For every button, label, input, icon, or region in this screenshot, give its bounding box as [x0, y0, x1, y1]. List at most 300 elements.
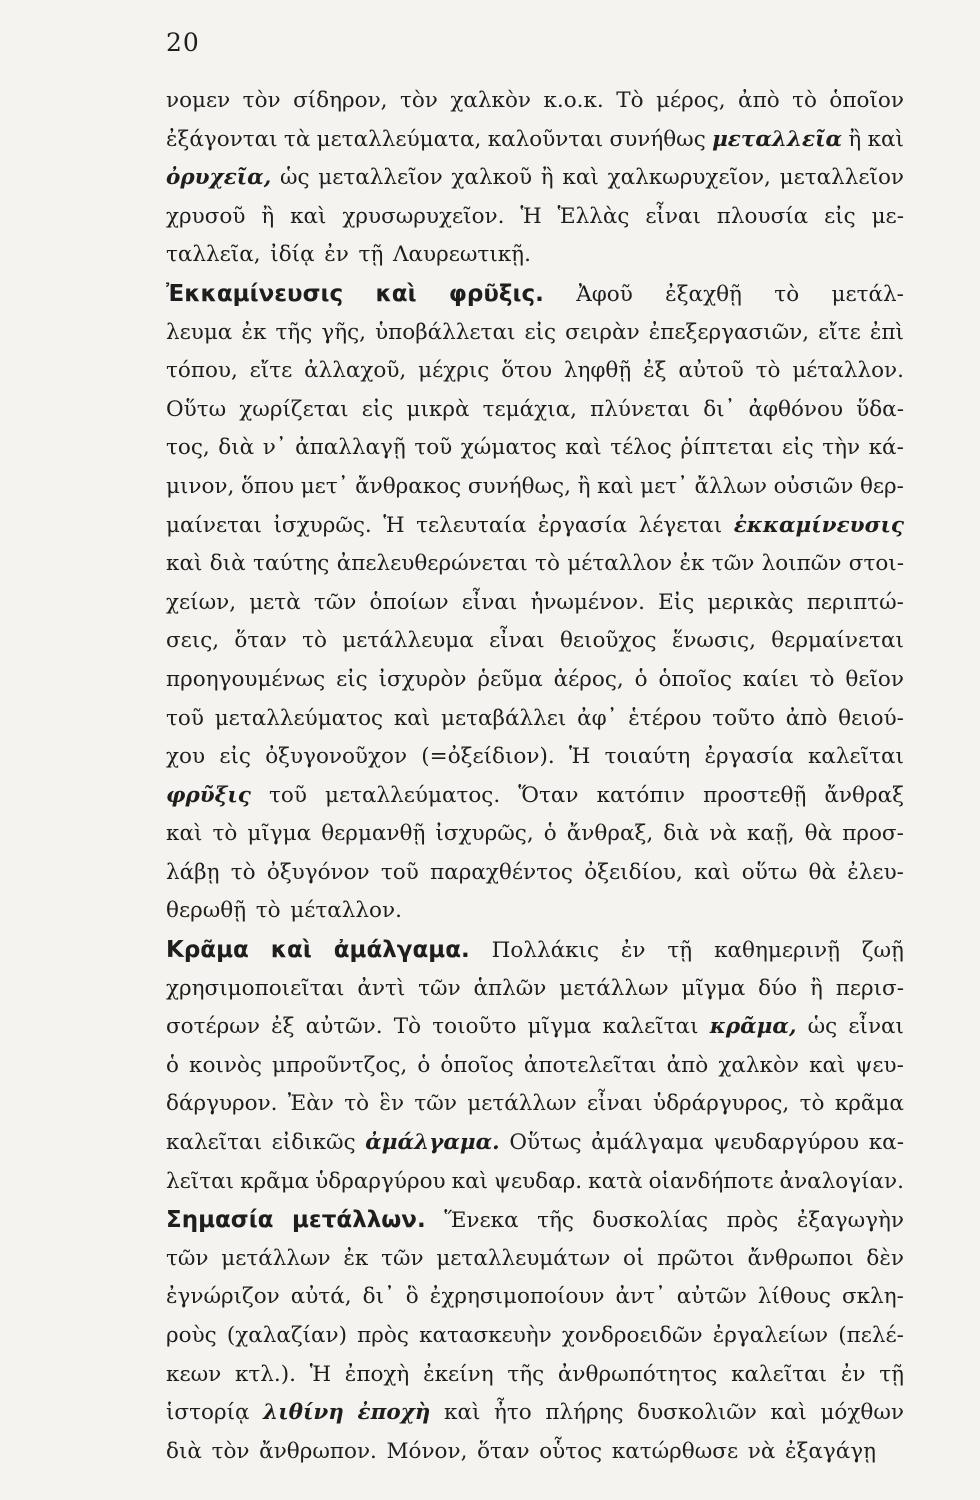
word: ὁ: [417, 1052, 431, 1078]
word: καὶ: [444, 1400, 481, 1426]
word: καλοῦνται: [487, 126, 604, 152]
word: ὑποβάλλεται: [375, 319, 516, 345]
word: τῇ: [879, 1361, 904, 1387]
word: νὰ: [709, 821, 737, 847]
word: κρᾶμα: [834, 1091, 904, 1117]
word: ὁ: [166, 1052, 179, 1078]
word: ἢ: [848, 126, 862, 152]
word: ἐν: [840, 1361, 866, 1387]
text-line: [166, 1317, 904, 1356]
word: εἶναι: [461, 589, 518, 615]
word: θὰ: [808, 859, 836, 885]
word: τῇ: [358, 242, 384, 268]
word: εἰς: [336, 666, 368, 692]
word: θὰ: [804, 821, 833, 847]
word: ψευδαρ.: [494, 1168, 583, 1194]
word: ἀντὶ: [357, 975, 406, 1001]
word: καῇ,: [746, 821, 795, 847]
word: ἐργασία: [537, 512, 628, 538]
word: τὰ: [283, 126, 311, 152]
text-line: [166, 584, 904, 623]
word: θερωθῇ: [166, 898, 247, 924]
text-line: [166, 622, 904, 661]
word: πλουσία: [716, 203, 809, 229]
word: θερ-: [859, 473, 904, 499]
word: μετ᾽: [300, 473, 349, 499]
word: τὴν: [822, 435, 861, 461]
word: ἑτέρου: [628, 705, 702, 731]
word: εἰς: [219, 744, 251, 770]
word: ἢ: [540, 165, 554, 191]
body-text: [166, 82, 904, 1471]
emphasized-word: ἐκκαμίνευσις: [733, 512, 904, 538]
word: ἄλλων: [694, 473, 767, 499]
section-heading-word: μετάλλων.: [291, 1207, 426, 1234]
word: περισ-: [835, 975, 904, 1001]
word: ἐγνώριζον: [166, 1284, 280, 1310]
word: ἄνθραξ: [824, 782, 904, 808]
word: (πελέ-: [838, 1323, 904, 1348]
word: εἰς: [524, 319, 557, 345]
text-line: [166, 236, 904, 275]
word: καίει: [742, 666, 799, 692]
word: ἀπὸ: [666, 1052, 709, 1078]
word: μερικὰς: [707, 589, 794, 615]
word: (χαλαζίαν): [226, 1323, 347, 1348]
text-line: [166, 1394, 904, 1433]
word: ὅταν: [234, 628, 287, 654]
emphasized-word: ἀμάλγαμα.: [365, 1130, 500, 1156]
word: πρὸς: [726, 1208, 779, 1234]
word: ἱστορίᾳ: [166, 1400, 250, 1426]
text-line: [166, 892, 904, 931]
word: ἰσχυρὸν: [378, 666, 467, 692]
word: ὑδραργύρου: [315, 1168, 446, 1194]
word: ὅτου: [501, 358, 553, 384]
word: μεταλλεῖον: [779, 165, 904, 191]
word: μεταβάλλει: [441, 705, 567, 731]
word: τῶν: [414, 1091, 457, 1117]
section-heading-word: Κρᾶμα: [166, 937, 249, 964]
word: τὸ: [255, 898, 281, 924]
word: ἢ: [809, 975, 823, 1001]
emphasized-word: μεταλλεῖα: [712, 126, 843, 152]
text-line: [166, 468, 904, 507]
word: ταύτης: [253, 551, 330, 577]
word: σειρὰν: [565, 319, 640, 345]
word: ν᾽: [262, 435, 287, 461]
word: ἀμάλγαμα: [591, 1130, 704, 1156]
word: ἐξ: [643, 358, 667, 384]
word: ἄνθρωπον.: [259, 1438, 377, 1464]
word: τοῦ: [380, 859, 419, 885]
word: καὶ: [451, 1168, 489, 1194]
word: λάβῃ: [166, 859, 220, 885]
word: τὸ: [799, 1091, 825, 1117]
word: τεμάχια,: [482, 396, 577, 422]
word: χαλκοῦ: [451, 165, 533, 191]
word: μικρὰ: [406, 396, 470, 422]
word: σκλη-: [842, 1284, 904, 1310]
word: λίθους: [757, 1284, 831, 1310]
word: ἐπεξεργασιῶν,: [648, 319, 810, 345]
word: τοιοῦτο: [432, 1014, 517, 1040]
word: λοιπῶν: [761, 551, 842, 577]
word: ληφθῇ: [563, 358, 632, 384]
word: ὁ: [634, 666, 648, 692]
word: ἐργασία: [704, 744, 794, 770]
word: ἰσχυρῶς,: [435, 821, 534, 847]
word: μέταλλον: [567, 551, 673, 577]
word: χρησιμοποιεῖται: [166, 975, 345, 1001]
word: τοῦ: [414, 435, 453, 461]
word: πλήρης: [545, 1400, 624, 1426]
word: Ὅταν: [518, 782, 579, 808]
word: ἀφθόνου: [748, 396, 844, 422]
emphasized-word: ἐποχὴ: [357, 1400, 431, 1426]
word: λευμα: [166, 319, 233, 345]
word: ἀέρος,: [553, 666, 624, 692]
word: ψευ-: [855, 1052, 904, 1078]
word: ὁποῖος: [440, 1052, 514, 1078]
word: ἀλλαχοῦ,: [304, 358, 407, 384]
word: καὶ: [694, 859, 731, 885]
word: ὀξειδίου,: [584, 859, 683, 885]
word: κεων: [166, 1361, 222, 1387]
text-line: [166, 661, 904, 700]
word: τὸ: [535, 551, 560, 577]
word: ἀφ᾽: [577, 705, 618, 731]
word: ζωῇ: [861, 938, 904, 964]
word: τοιαύτη: [604, 744, 691, 770]
word: ἀποτελεῖται: [523, 1052, 657, 1078]
word: εἴτε: [249, 358, 293, 384]
text-line: [166, 1240, 904, 1279]
word: μετὰ: [249, 589, 301, 615]
word: ἐλευ-: [847, 859, 904, 885]
word: ροὺς: [166, 1323, 217, 1348]
text-line: [166, 545, 904, 584]
word: θεῖον: [845, 666, 904, 692]
word: εἴτε: [818, 319, 861, 345]
word: ἰσχυρῶς.: [273, 512, 372, 538]
text-line: [166, 1163, 904, 1202]
word: ἕνωσις,: [671, 628, 756, 654]
word: Ἀφοῦ: [576, 281, 633, 307]
word: καὶ: [770, 1400, 807, 1426]
word: δυσκολιῶν: [637, 1400, 757, 1426]
word: μεταλλεύματος: [214, 705, 384, 731]
word: χονδροειδῶν: [561, 1323, 703, 1348]
word: τέλος: [610, 435, 672, 461]
word: Τὸ: [393, 1014, 422, 1040]
word: ἐκ: [679, 551, 705, 577]
word: ἀπὸ: [738, 88, 780, 113]
word: μεταλλεῖον: [318, 165, 443, 191]
word: κρᾶμα: [240, 1168, 310, 1194]
word: πλύνεται: [590, 396, 691, 422]
section-heading-word: Ἐκκαμίνευσις: [166, 280, 344, 307]
word: ὁποῖον: [829, 88, 904, 113]
word: προηγουμένως: [166, 666, 326, 692]
word: χου: [166, 744, 206, 770]
word: χαλκωρυχεῖον,: [607, 165, 771, 191]
word: ἐξαγάγῃ: [785, 1438, 877, 1464]
word: κ.ο.κ.: [543, 88, 604, 113]
word: εἰδικῶς: [271, 1130, 356, 1156]
word: καλεῖται: [731, 1361, 828, 1387]
word: ὀξυγονοῦχον: [265, 744, 408, 770]
word: Μόνον,: [386, 1438, 468, 1464]
word: θειοῦχος: [559, 628, 657, 654]
word: ἓν: [379, 1091, 405, 1117]
word: τόπου,: [166, 358, 238, 384]
section-heading-word: Σημασία: [166, 1207, 274, 1234]
word: με-: [871, 203, 904, 229]
word: καὶ: [166, 551, 203, 577]
word: καὶ: [562, 165, 599, 191]
text-line: [166, 352, 904, 391]
word: προστεθῇ: [703, 782, 807, 808]
word: ἄνθρακος: [355, 473, 462, 499]
word: πρῶτοι: [657, 1245, 735, 1271]
word: τοῦ: [268, 782, 307, 808]
word: τοῦτο: [712, 705, 775, 731]
word: Ἡ: [309, 1361, 332, 1387]
word: ὃ: [405, 1284, 419, 1310]
word: ὡς: [807, 1014, 838, 1040]
text-line: [166, 1433, 904, 1472]
word: Ἡ: [383, 512, 405, 538]
word: Τὸ: [616, 88, 644, 113]
word: αὐτῶν.: [305, 1014, 383, 1040]
word: μινον,: [166, 473, 235, 499]
word: αὐτοῦ: [678, 358, 744, 384]
word: οἱανδήποτε: [648, 1168, 774, 1194]
emphasized-word: ὀρυχεῖα,: [166, 165, 272, 191]
emphasized-word: κρᾶμα,: [709, 1014, 797, 1040]
word: κτλ.).: [234, 1361, 296, 1387]
word: Πολλάκις: [491, 938, 599, 964]
word: μετάλλευμα: [342, 628, 474, 654]
word: εἶναι: [587, 1091, 643, 1117]
word: λέγεται: [638, 512, 723, 538]
word: προσ-: [842, 821, 904, 847]
word: πρὸς: [357, 1323, 409, 1348]
word: διὰ: [166, 1438, 202, 1464]
word: ἀπελευθερώνεται: [336, 551, 528, 577]
word: ἐξάγονται: [166, 126, 278, 152]
word: ῥίπτεται: [680, 435, 774, 461]
word: ἐν: [620, 938, 646, 964]
text-line: [166, 1085, 904, 1124]
word: ὅπου: [240, 473, 295, 499]
page-number: 20: [166, 28, 200, 57]
text-line: [166, 275, 904, 314]
word: συνήθως,: [467, 473, 571, 499]
word: τῆς: [275, 319, 313, 345]
word: χωρίζεται: [239, 396, 349, 422]
word: ἐξαχθῇ: [665, 281, 742, 307]
word: δάργυρον.: [166, 1091, 278, 1117]
word: τελευταία: [416, 512, 527, 538]
text-line: [166, 507, 904, 546]
word: οἱ: [623, 1245, 645, 1271]
text-line: [166, 391, 904, 430]
word: μῖγμα: [527, 1014, 592, 1040]
section-heading-word: καὶ: [375, 280, 417, 307]
word: θειού-: [838, 705, 904, 731]
text-line: [166, 159, 904, 198]
word: μεταλλεύματος.: [324, 782, 501, 808]
word: χρυσωρυχεῖον.: [342, 203, 505, 229]
word: χώματος: [460, 435, 557, 461]
word: καὶ: [597, 473, 634, 499]
word: λεῖται: [166, 1168, 235, 1194]
section-heading-word: καὶ: [270, 937, 312, 964]
word: ἐπὶ: [869, 319, 904, 345]
word: αὐτῶν: [676, 1284, 747, 1310]
word: ἡνωμένον.: [530, 589, 645, 615]
word: μῖγμα: [681, 975, 746, 1001]
word: νὰ: [747, 1438, 776, 1464]
word: τὸ: [212, 821, 238, 847]
word: (=ὀξείδιον).: [421, 744, 555, 770]
word: Εἰς: [658, 589, 695, 615]
word: καλεῖται: [602, 1014, 699, 1040]
word: καὶ: [166, 821, 203, 847]
word: ψευδαργύρου: [713, 1130, 860, 1156]
word: μαίνεται: [166, 512, 262, 538]
word: μετάλλων: [221, 1245, 331, 1271]
word: ἐξαγωγὴν: [796, 1208, 904, 1234]
word: συνήθως: [609, 126, 706, 152]
section-heading-word: φρῦξις.: [448, 280, 544, 307]
word: εἰς: [782, 435, 814, 461]
word: κατώρθωσε: [611, 1438, 739, 1464]
word: κατασκευὴν: [419, 1323, 552, 1348]
word: μέταλλον.: [792, 358, 904, 384]
word: τος,: [166, 435, 210, 461]
word: μέταλλον.: [290, 898, 402, 924]
word: ὡς: [279, 165, 310, 191]
word: Λαυρεωτικῇ.: [393, 242, 531, 268]
word: θερμανθῇ: [321, 821, 426, 847]
word: οὕτω: [741, 859, 798, 885]
word: τὸν: [399, 88, 438, 113]
word: τὸν: [242, 88, 281, 113]
word: σοτέρων: [166, 1014, 260, 1040]
word: ἦτο: [494, 1400, 532, 1426]
word: μετάλλων: [467, 1091, 577, 1117]
word: Ἡ: [520, 203, 542, 229]
word: ἢ: [577, 473, 591, 499]
word: ἐκείνη: [423, 1361, 494, 1387]
word: τὸ: [230, 859, 256, 885]
text-line: [166, 198, 904, 237]
text-line: [166, 931, 904, 970]
word: τὸ: [344, 1091, 370, 1117]
word: καὶ: [565, 435, 602, 461]
word: θερμαίνεται: [771, 628, 904, 654]
word: εἶναι: [645, 203, 701, 229]
word: δι᾽: [362, 1284, 395, 1310]
word: ἀναλογίαν.: [779, 1168, 904, 1194]
word: χαλκὸν: [718, 1052, 799, 1078]
word: κατὰ: [588, 1168, 643, 1194]
text-line: [166, 854, 904, 893]
word: καὶ: [809, 1052, 846, 1078]
word: μπροῦντζος,: [272, 1052, 408, 1078]
word: οὗτος: [539, 1438, 603, 1464]
word: τὸ: [755, 358, 781, 384]
word: ἐν: [324, 242, 349, 268]
text-line: [166, 1124, 904, 1163]
word: μόχθων: [820, 1400, 904, 1426]
word: διὰ: [218, 435, 255, 461]
section-heading-word: ἀμάλγαμα.: [333, 937, 470, 964]
word: διὰ: [209, 551, 246, 577]
text-line: [166, 429, 904, 468]
word: ἀντ᾽: [615, 1284, 666, 1310]
word: καθημερινῇ: [714, 938, 840, 964]
word: εἶναι: [489, 628, 545, 654]
word: δὲν: [866, 1245, 904, 1271]
word: Οὕτω: [166, 396, 227, 422]
word: μεταλλευμάτων: [436, 1245, 611, 1271]
text-line: [166, 1356, 904, 1395]
word: τῶν: [381, 1245, 424, 1271]
word: μετάλλων: [559, 975, 669, 1001]
word: ἐποχὴ: [344, 1361, 410, 1387]
text-line: [166, 82, 904, 121]
word: σίδηρον,: [293, 88, 388, 113]
word: τῆς: [507, 1361, 545, 1387]
word: Ἐὰν: [287, 1091, 334, 1117]
word: ἐχρησιμοποίουν: [429, 1284, 605, 1310]
word: οὐσιῶν: [773, 473, 854, 499]
word: Ἑλλὰς: [557, 203, 630, 229]
word: ταλλεῖα,: [166, 242, 261, 268]
word: στοι-: [848, 551, 904, 577]
word: μεταλλεύματα,: [316, 126, 482, 152]
word: τὸ: [774, 281, 800, 307]
word: Ἡ: [568, 744, 591, 770]
word: εἶναι: [848, 1014, 904, 1040]
text-line: [166, 700, 904, 739]
text-line: [166, 777, 904, 816]
word: ἐκ: [241, 319, 267, 345]
word: μῖγμα: [247, 821, 312, 847]
text-line: [166, 1047, 904, 1086]
word: ἀπαλλαγῇ: [295, 435, 406, 461]
word: ἀνθρωπότητος: [557, 1361, 718, 1387]
word: τοῦ: [166, 705, 204, 731]
word: ὑδράργυρος,: [653, 1091, 790, 1117]
word: μέχρις: [418, 358, 490, 384]
word: σεις,: [166, 628, 220, 654]
word: τὸν: [211, 1438, 250, 1464]
word: ἐξ: [271, 1014, 295, 1040]
text-line: [166, 1278, 904, 1317]
word: κοινὸς: [189, 1052, 262, 1078]
word: καὶ: [867, 126, 904, 152]
word: ῥεῦμα: [477, 666, 543, 692]
text-line: [166, 1008, 904, 1047]
word: τῶν: [313, 589, 357, 615]
word: περιπτώ-: [806, 589, 904, 615]
word: ὕδα-: [856, 396, 904, 422]
